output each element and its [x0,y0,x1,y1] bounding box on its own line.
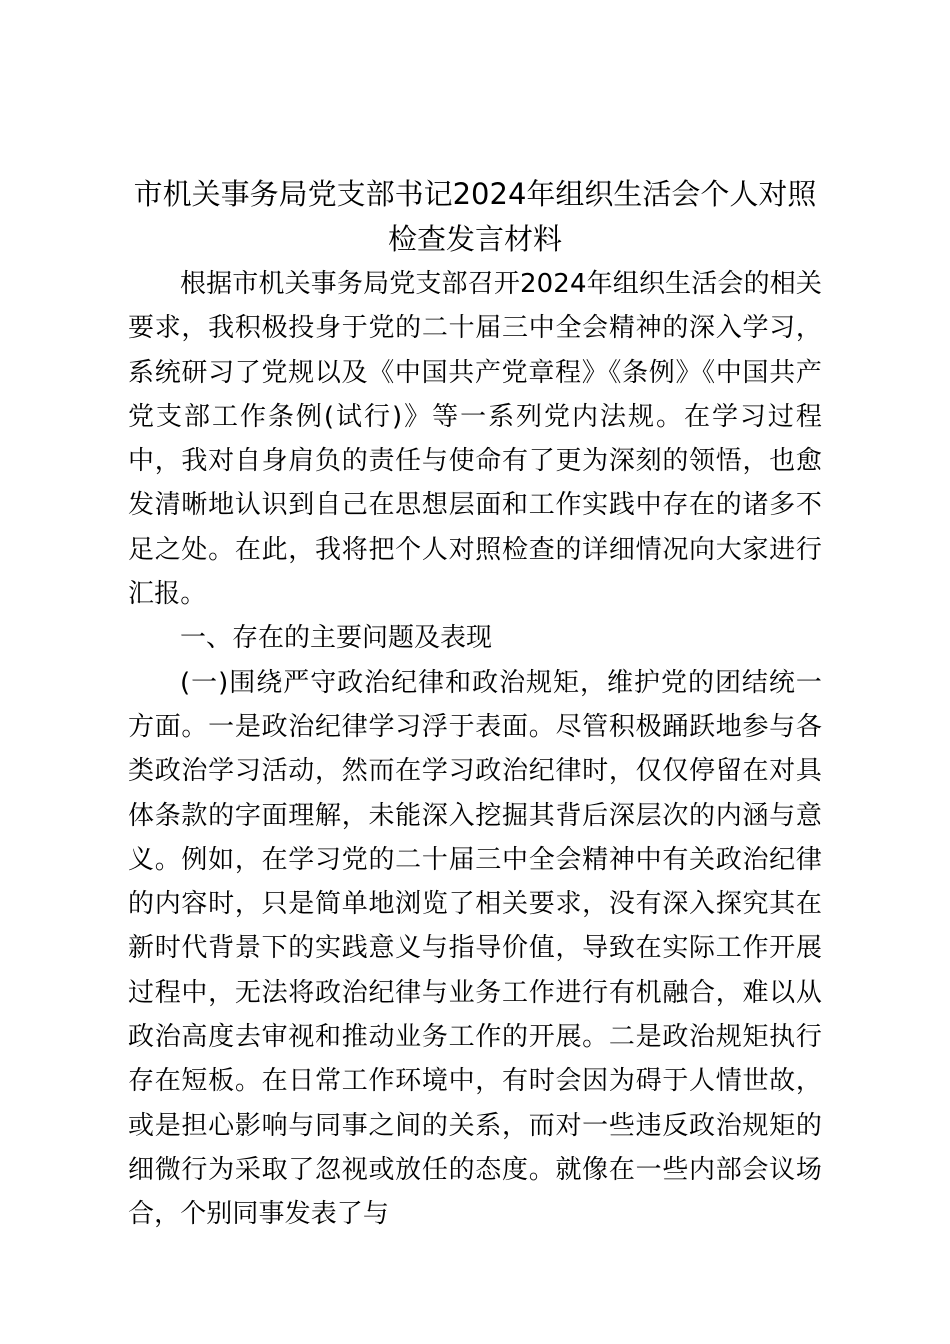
document-title [128,172,822,262]
section-heading: 一、存在的主要问题及表现 [180,623,493,654]
title-line-1: 市机关事务局党支部书记2024年组织生活会个人对照 [133,177,817,211]
title-line-2: 检查发言材料 [387,222,562,256]
section-paragraph: (一)围绕严守政治纪律和政治规矩，维护党的团结统一方面。一是政治纪律学习浮于表面。尽管积极踊跃地参与各类政治学习活动，然而在学习政治纪律时，仅仅停留在对具体条款的字面理解，未能深入挖掘其背后深层次的内涵与意义。例如，在学习党的二十届三中全会精神中有关政治纪律的内容时，只是简单地浏览了相关要求，没有深入探究其在新时代背景下的实践意义与指导价值，导致在实际工作开展过程中，无法将政治纪律与业务工作进行有机融合，难以从政治高度去审视和推动业务工作的开展。二是政治规矩执行存在短板。在日常工作环境中，有时会因为碍于人情世故，或是担心影响与同事之间的关系，而对一些违反政治规矩的细微行为采取了忽视或放任的态度。就像在一些内部会议场合，个别同事发表了与 [128,667,822,1230]
document-page [128,172,822,1237]
intro-paragraph: 根据市机关事务局党支部召开2024年组织生活会的相关要求，我积极投身于党的二十届三中全会精神的深入学习，系统研习了党规以及《中国共产党章程》《条例》《中国共产党支部工作条例(试行)》等一系列党内法规。在学习过程中，我对自身肩负的责任与使命有了更为深刻的领悟，也愈发清晰地认识到自己在思想层面和工作实践中存在的诸多不足之处。在此，我将把个人对照检查的详细情况向大家进行汇报。 [128,269,822,610]
